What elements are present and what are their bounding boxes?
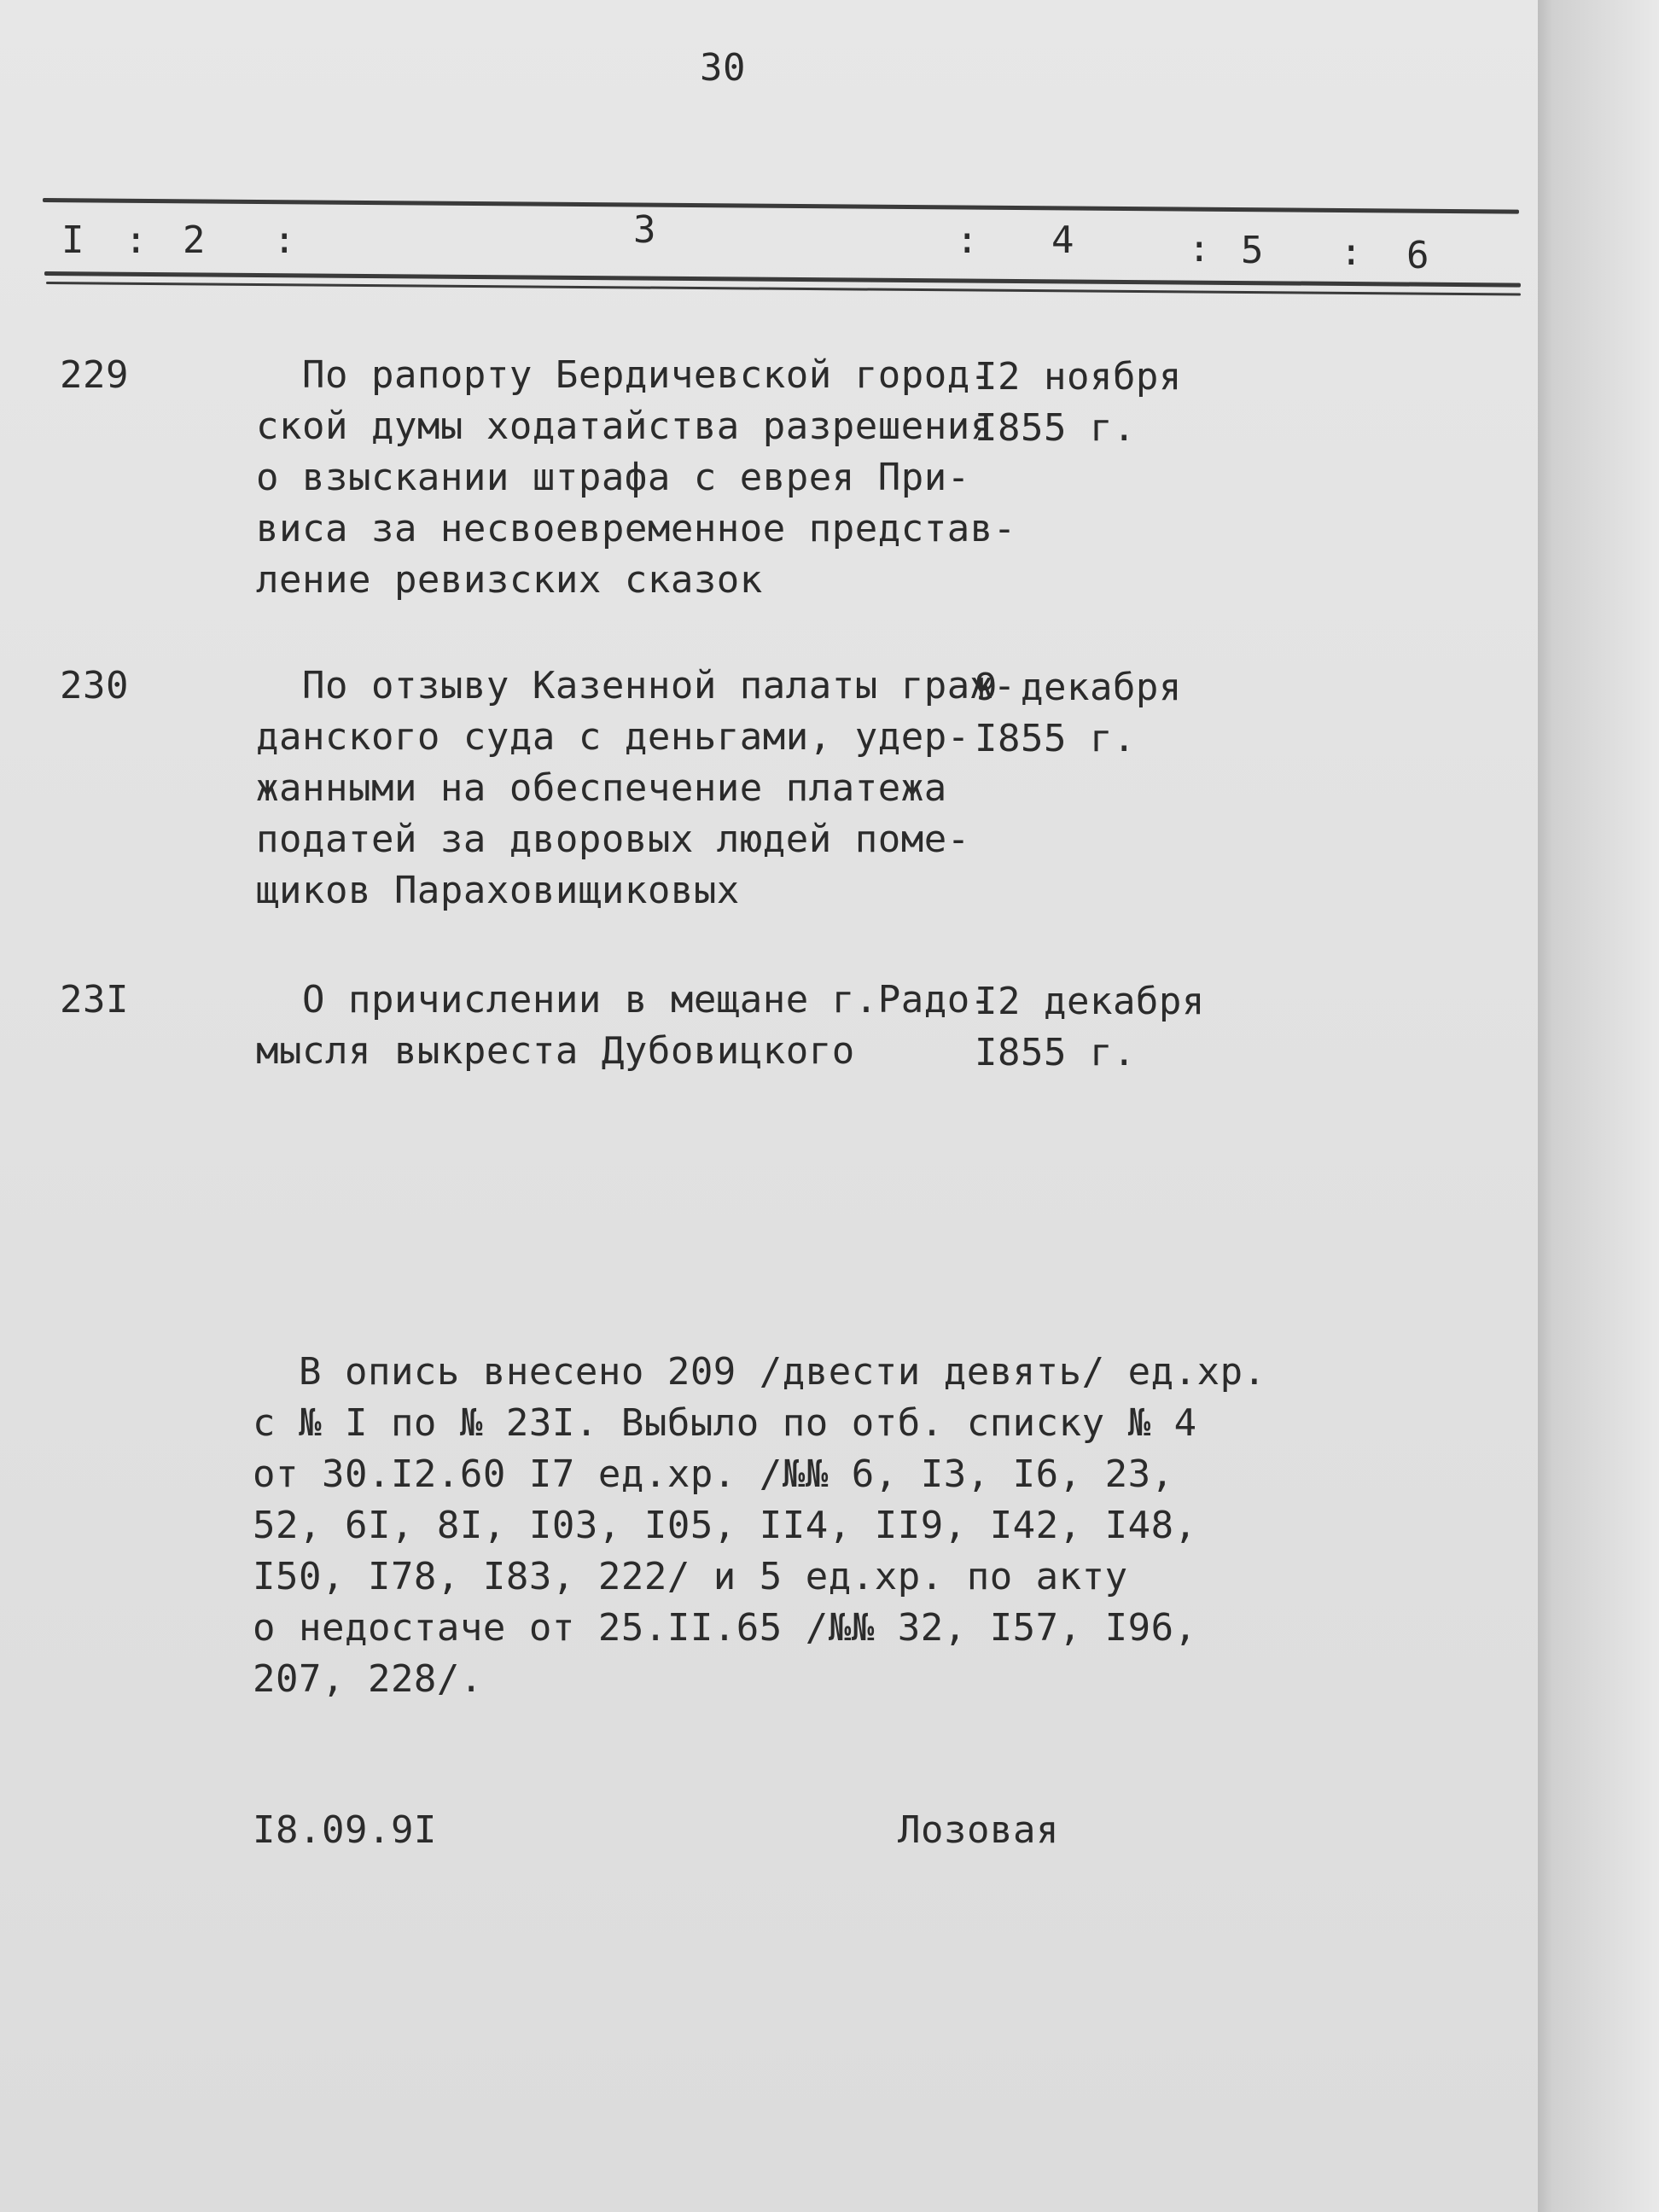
column-header-6: 6: [1406, 234, 1429, 277]
entry-date: I2 декабря I855 г.: [975, 980, 1205, 1074]
column-header-5: 5: [1241, 229, 1264, 272]
footer-date: I8.09.9I: [253, 1808, 437, 1852]
column-header-3: 3: [633, 208, 656, 252]
entry-description: По рапорту Бердичевской город- ской думы ходатайства разрешения о взыскании штрафа с еврея При- виса за несвоевременное представ- ление ревизских сказок: [256, 353, 1016, 602]
entry-number: 23I: [60, 978, 129, 1022]
entry-date: I2 ноября I855 г.: [975, 355, 1182, 450]
entry-number: 229: [60, 353, 129, 397]
column-header-4: 4: [1051, 218, 1074, 262]
column-separator: :: [273, 218, 296, 262]
column-separator: :: [125, 218, 148, 262]
entry-number: 230: [60, 664, 129, 707]
entry-description: По отзыву Казенной палаты граж- данского суда с деньгами, удер- жанными на обеспечение платежа податей за дворовых людей поме- щиков Параховищиковых: [256, 664, 1016, 912]
column-separator: :: [1340, 230, 1363, 274]
entry-date: 9 декабря I855 г.: [975, 666, 1182, 760]
page-number: 30: [700, 46, 746, 90]
column-separator: :: [1188, 227, 1211, 271]
page-edge: [1538, 0, 1659, 2212]
column-header-1: I: [61, 218, 84, 262]
entry-description: О причислении в мещане г.Радо- мысля выкреста Дубовицкого: [256, 978, 993, 1073]
inventory-summary: В опись внесено 209 /двести девять/ ед.хр. с № I по № 23I. Выбыло по отб. списку № 4 от 30.I2.60 I7 ед.хр. /№№ 6, I3, I6, 23, 52, 6I, 8I, I03, I05, II4, II9, I42, I48, I50, I78, I83, 222/ и 5 ед.хр. по акту о недостаче от 25.II.65 /№№ 32, I57, I96, 207, 228/.: [253, 1350, 1266, 1701]
column-header-2: 2: [183, 218, 206, 262]
footer-signatory: Лозовая: [898, 1808, 1059, 1852]
column-separator: :: [956, 218, 979, 262]
